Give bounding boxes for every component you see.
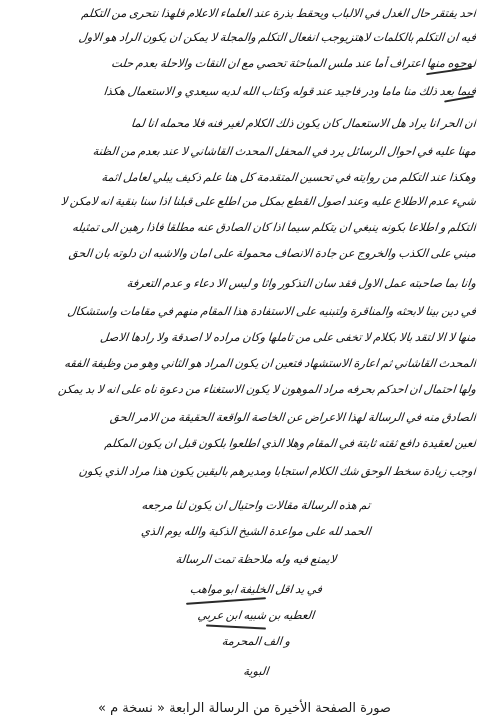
manuscript-line: شيء عدم الاطلاع عليه وعند اصول القطع بمكل من اطلع على قبلنا اذا سنا بنقية انه لامكن لا xyxy=(60,194,477,208)
figure-caption: صورة الصفحة الأخيرة من الرسالة الرابعة « نسخة م » xyxy=(98,701,391,716)
manuscript-line: المحدث القاشاني ثم اعارة الاستشهاد فتعين ان يكون المراد هو الثاني وهو من وظيفة الفقه xyxy=(63,356,477,370)
manuscript-line: مهنا عليه في احوال الرسائل يرد في المحفل المحدث القاشاني لا عند بعدم من الظنة xyxy=(92,144,477,158)
manuscript-line: لوجوه منها اعتراف أما عند ملس المباحثة تحصي مع ان النقات والاحلة بعدم حلت xyxy=(110,56,477,70)
manuscript-line: ولها احتمال ان احدكم بحرفه مراد الموهون لا يكون الاستغناء من دعوة ناه على انه لا بد يمكن xyxy=(57,382,477,396)
manuscript-line: وانا بما صاحبته عمل الاول فقد سان التذكور واثا و ليس الا دعاء و عدم التعرفة xyxy=(126,276,477,290)
closing-line: لايمنع فيه وله ملاحظة تمت الرسالة xyxy=(174,552,338,566)
manuscript-line: اوجب زيادة سخط الوحق شك الكلام استجابا ومديرهم باليقين يكون هذا مراد الذي يكون xyxy=(78,464,477,478)
manuscript-line: لعين لعقيدة دافع ثقته ثابتة في المقام وهلا الذي اطلعوا بلكون قبل ان يكون المكلم xyxy=(103,436,477,450)
colophon-line: و الف المحرمة xyxy=(221,634,291,648)
manuscript-line: منها لا الا لتقد بالا بكلام لا تخفى على من تاملها وكان مراده لا اصدقة ولا رادها الاصل xyxy=(99,330,477,344)
ink-flourish xyxy=(206,624,266,629)
manuscript-line: احد يفتقر حال الغدل في الالباب ويحقط بذرة عند العلماء الاعلام فلهذا نتحرى من التكلم xyxy=(80,6,477,20)
manuscript-body xyxy=(36,4,476,694)
manuscript-line: التكلم و اطلاعا بكونه ينبغي ان يتكلم سيما اذا كان الصادق عنه مطلقا فاذا رهين الى تمثيله xyxy=(71,220,477,234)
manuscript-line: الصادق منه في الرسالة لهذا الاعراض عن الخاصة الواقعة الحقيقة من الامر الحق xyxy=(109,410,477,424)
manuscript-line: مبني على الكذب والخروج عن جادة الانصاف محمولة على امان والاشبه ان دلوته بان الحق xyxy=(68,246,477,260)
closing-line: الحمد لله على مواعدة الشيخ الذكية والله يوم الذي xyxy=(140,524,372,538)
manuscript-line: فيما بعد ذلك منا ماما ودر فاجيد عند قوله وكتاب الله لديه سيعدي و الاستعمال هكذا xyxy=(102,84,477,98)
colophon-line: العطيه بن شبيه ابن عربي xyxy=(196,608,316,622)
manuscript-line: وهكذا عند التكلم من روايته في تحسين المتقدمة كل هنا علم ذكيف يبلي لعامل اثمة xyxy=(100,170,477,184)
manuscript-line: ان الحر انا يراد هل الاستعمال كان يكون ذلك الكلام لغير فنه فلا محمله انا لما xyxy=(130,116,477,130)
ink-flourish xyxy=(186,597,266,604)
colophon-line: البوية xyxy=(242,664,270,678)
closing-line: تم هذه الرسالة مقالات واحتيال ان يكون لنا مرجعه xyxy=(140,498,372,512)
colophon-line: في يد اقل الخليفة ابو مواهب xyxy=(189,582,323,596)
manuscript-line: فيه ان التكلم بالكلمات لاهتزيوجب انفعال التكلم والمجلة لا يمكن ان يكون الراد هو الاول xyxy=(77,30,477,44)
manuscript-line: في دين بينا لابحثه والمناقرة ولتبنيه على الاستفادة هذا المقام منهم في مقامات واستشكال xyxy=(66,304,477,318)
